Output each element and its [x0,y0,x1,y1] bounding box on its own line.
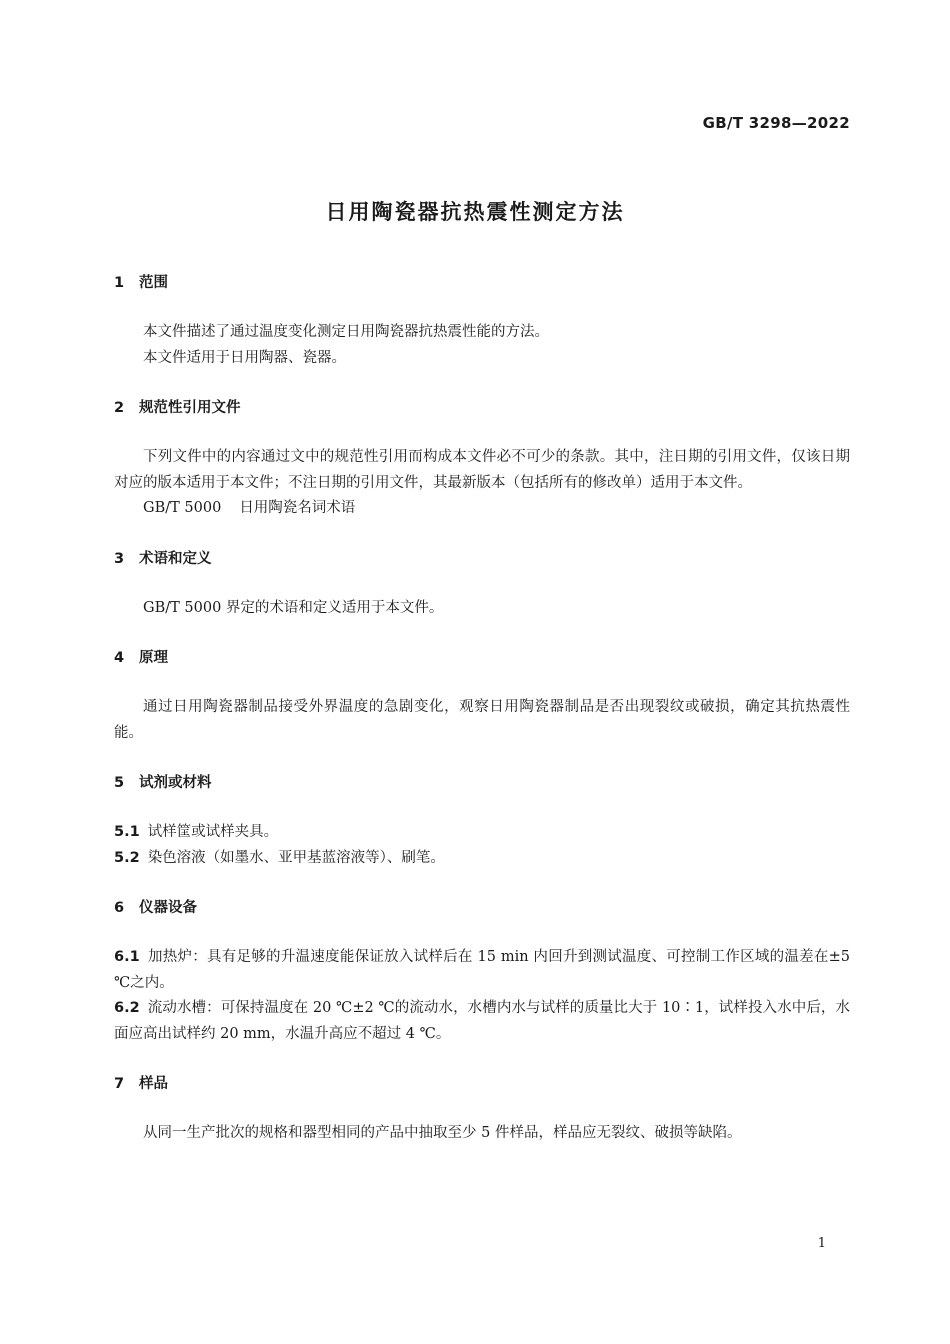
section-number: 1 [114,275,125,291]
reference-code: GB/T 5000 [143,500,222,516]
section-2-heading [114,395,850,421]
section-6-heading [114,895,850,921]
section-number: 7 [114,1076,125,1092]
section-title: 样品 [139,1076,168,1092]
section-1-paragraph-1: 本文件描述了通过温度变化测定日用陶瓷器抗热震性能的方法。 [143,324,549,340]
page-number: 1 [817,1236,826,1251]
section-title: 试剂或材料 [139,775,212,791]
clause-6-1 [114,945,850,996]
section-title: 原理 [139,650,168,666]
section-4-paragraph-1: 通过日用陶瓷器制品接受外界温度的急剧变化，观察日用陶瓷器制品是否出现裂纹或破损，确定其抗热震性能。 [114,699,850,741]
section-title: 术语和定义 [139,550,212,567]
section-1-paragraph-2: 本文件适用于日用陶器、瓷器。 [143,349,346,366]
section-title: 仪器设备 [139,900,197,916]
section-number: 6 [114,900,125,916]
clause-number: 6.1 [114,949,140,965]
standard-number: GB/T 3298—2022 [702,114,850,132]
document-title: 日用陶瓷器抗热震性测定方法 [325,200,625,224]
section-number: 3 [114,550,125,567]
section-number: 2 [114,400,125,416]
section-7-heading [114,1071,850,1097]
reference-name: 日用陶瓷名词术语 [239,500,356,516]
section-title: 范围 [139,275,168,291]
clause-6-2 [114,996,850,1047]
clause-5-2 [114,846,850,872]
clause-number: 5.2 [114,849,140,866]
document-body [114,270,850,1147]
clause-text: 加热炉：具有足够的升温速度能保证放入试样后在 15 min 内回升到测试温度、可控制工作区域的温差在±5 ℃之内。 [114,949,850,991]
section-3-paragraph-1: GB/T 5000 界定的术语和定义适用于本文件。 [143,599,444,616]
section-3-heading [114,546,850,572]
clause-5-1 [114,820,850,846]
clause-text: 试样筐或试样夹具。 [147,824,279,840]
section-number: 5 [114,775,125,791]
section-number: 4 [114,650,125,666]
clause-number: 6.2 [114,1000,140,1016]
section-2-paragraph-1: 下列文件中的内容通过文中的规范性引用而构成本文件必不可少的条款。其中，注日期的引用文件，仅该日期对应的版本适用于本文件；不注日期的引用文件，其最新版本（包括所有的修改单）适用于本文件。 [114,449,850,491]
section-title: 规范性引用文件 [139,400,241,416]
clause-number: 5.1 [114,824,140,840]
section-5-heading [114,770,850,796]
section-4-heading [114,645,850,671]
section-7-paragraph-1: 从同一生产批次的规格和器型相同的产品中抽取至少 5 件样品，样品应无裂纹、破损等缺陷。 [143,1125,742,1141]
clause-text: 流动水槽：可保持温度在 20 ℃±2 ℃的流动水，水槽内水与试样的质量比大于 10∶1，试样投入水中后，水面应高出试样约 20 mm，水温升高应不超过 4 ℃。 [114,1000,850,1042]
section-1-heading [114,270,850,296]
clause-text: 染色溶液（如墨水、亚甲基蓝溶液等）、刷笔。 [147,849,445,866]
normative-reference [114,496,850,522]
